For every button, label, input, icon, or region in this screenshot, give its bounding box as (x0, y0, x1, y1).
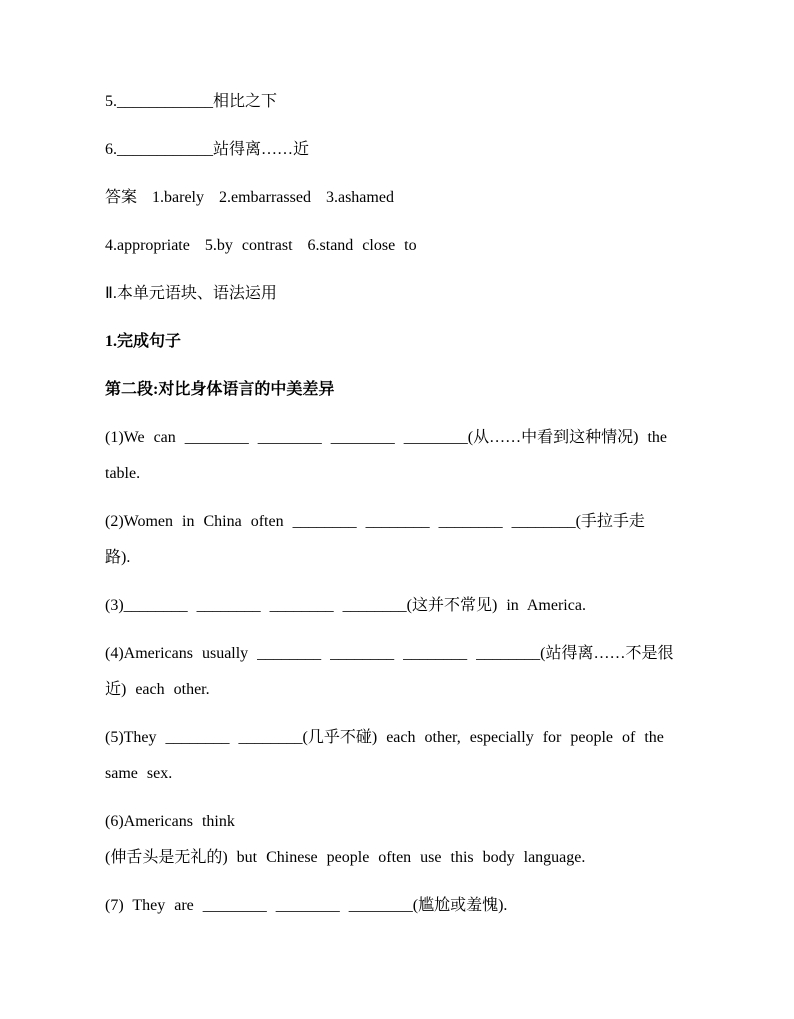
answer-item: 2.embarrassed (219, 189, 311, 206)
vocab-item-6 (105, 132, 674, 168)
vocab-item-5 (105, 84, 674, 120)
exercise-line: table. (105, 465, 141, 482)
exercise-line: same sex. (105, 765, 173, 782)
exercise-2 (105, 504, 674, 576)
paragraph-heading: 第二段:对比身体语言的中美差异 (105, 381, 335, 398)
answers-line-2 (105, 228, 674, 264)
vocab-blank: ____________ (117, 141, 213, 158)
exercise-line: (伸舌头是无礼的) but Chinese people often use this body language. (105, 849, 586, 866)
answer-item: 5.by contrast (204, 237, 293, 254)
exercise-line: (4)Americans usually ________ ________ ________ ________(站得离……不是很 (105, 645, 674, 662)
vocab-meaning: 相比之下 (213, 93, 278, 110)
section-block (105, 276, 674, 312)
document-page (105, 84, 674, 936)
exercise-line: (3)________ ________ ________ ________(这并不常见) in America. (105, 597, 586, 614)
exercise-line: (1)We can ________ ________ ________ ________(从……中看到这种情况) the (105, 429, 667, 446)
exercise-line: (6)Americans think (105, 813, 235, 830)
vocab-line (105, 132, 674, 168)
answer-item: 1.barely (152, 189, 204, 206)
answer-item: 3.ashamed (325, 189, 394, 206)
exercise-6 (105, 804, 674, 876)
vocab-blank: ____________ (117, 93, 213, 110)
vocab-number: 5. (105, 93, 117, 110)
vocab-line (105, 84, 674, 120)
paragraph-block (105, 372, 674, 408)
exercise-line: (7) They are ________ ________ ________(尴尬或羞愧). (105, 897, 508, 914)
exercise-line: (2)Women in China often ________ ________ ________ ________(手拉手走 (105, 513, 645, 530)
vocab-number: 6. (105, 141, 117, 158)
exercise-3 (105, 588, 674, 624)
exercise-line: 路). (105, 549, 131, 566)
section-heading: Ⅱ.本单元语块、语法运用 (105, 285, 277, 302)
vocab-meaning: 站得离……近 (213, 141, 310, 158)
answer-item: 4.appropriate (105, 237, 190, 254)
task-heading: 1.完成句子 (105, 333, 182, 350)
answers-line-1 (105, 180, 674, 216)
exercise-line: 近) each other. (105, 681, 210, 698)
exercise-5 (105, 720, 674, 792)
exercise-line: (5)They ________ ________(几乎不碰) each other, especially for people of the (105, 729, 664, 746)
answers-row (105, 180, 674, 216)
exercise-4 (105, 636, 674, 708)
answer-item: 6.stand close to (307, 237, 417, 254)
answers-row (105, 228, 674, 264)
exercise-1 (105, 420, 674, 492)
exercise-7 (105, 888, 674, 924)
answer-label: 答案 (105, 189, 138, 206)
task-block (105, 324, 674, 360)
